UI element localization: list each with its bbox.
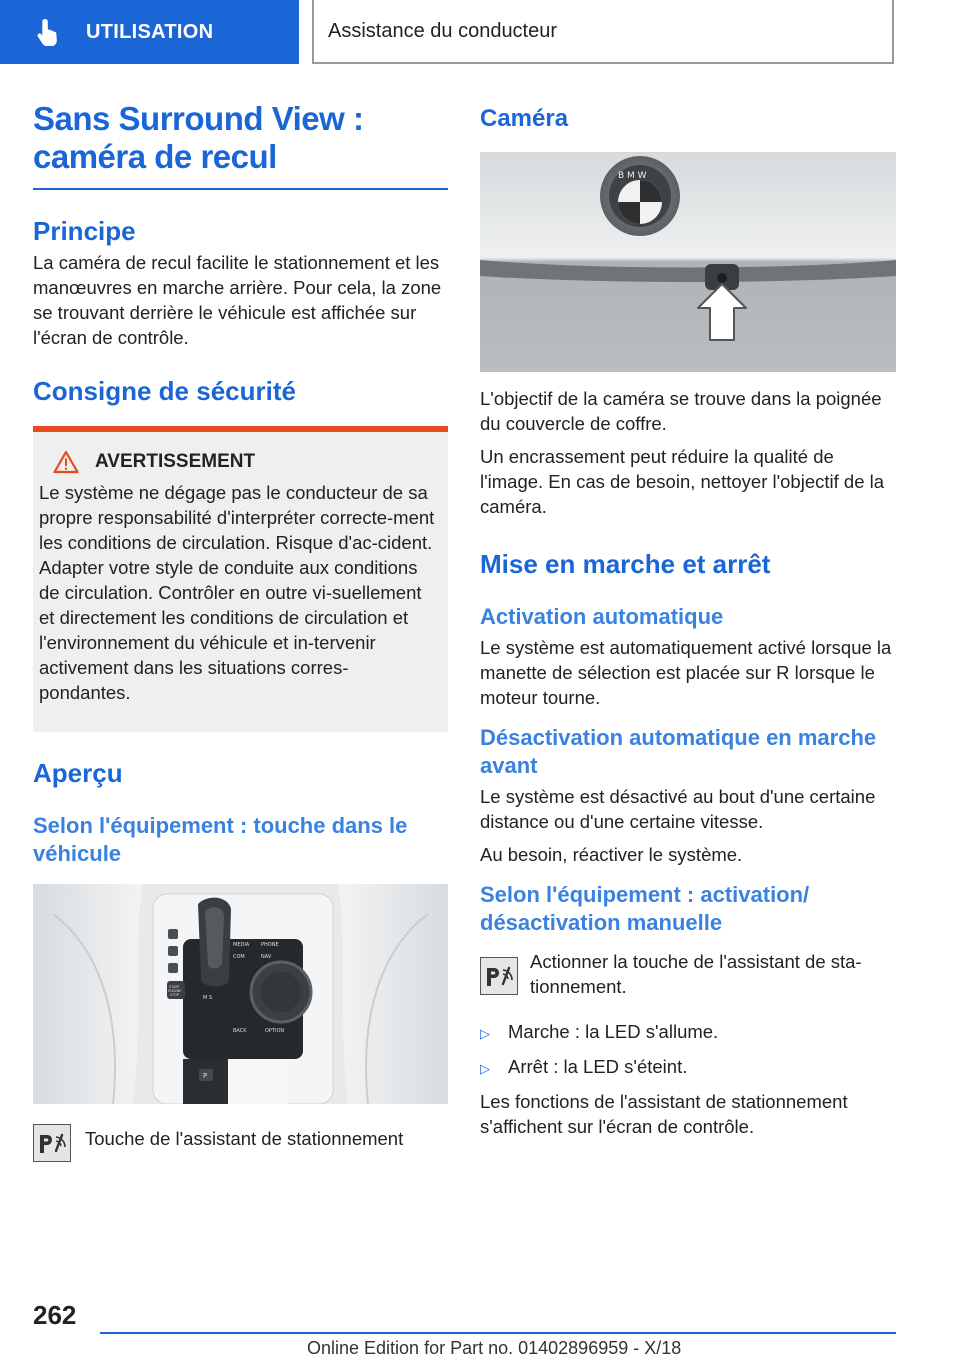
warning-box <box>33 426 448 732</box>
bullet-triangle-icon: ▷ <box>480 1026 490 1041</box>
right-column <box>480 100 896 1139</box>
warning-title-row <box>47 450 438 474</box>
bullet-triangle-icon: ▷ <box>480 1061 490 1076</box>
camera-photo <box>480 152 896 372</box>
warning-icon <box>53 450 79 474</box>
consigne-heading: Consigne de sécurité <box>33 376 296 406</box>
console-stop-label: STOP <box>170 993 180 997</box>
footer-rule <box>100 1332 896 1334</box>
desactivation-text-1: Le système est désactivé au bout d'une certaine distance ou d'une certaine vitesse. <box>480 786 876 832</box>
title-rule <box>33 188 448 190</box>
chapter-tab[interactable] <box>312 0 894 64</box>
console-phone-label: PHONE <box>261 942 279 948</box>
page-number: 262 <box>33 1300 77 1330</box>
console-gear-label: M S <box>203 995 213 1001</box>
mise-heading: Mise en marche et arrêt <box>480 549 771 579</box>
console-park-label: P <box>203 1072 208 1080</box>
hand-pointer-icon <box>34 17 64 47</box>
console-engine-label: ENGINE <box>168 989 182 993</box>
chapter-title: Assistance du conducteur <box>328 19 558 42</box>
bullet-on-text: Marche : la LED s'allume. <box>508 1021 719 1042</box>
principe-heading: Principe <box>33 216 136 246</box>
principe-text: La caméra de recul facilite le stationnement et les manœuvres en marche arrière. Pour cela, la zone se trouvant derrière le véhicule est affichée sur l'écran de contrôle. <box>33 252 442 348</box>
console-com-label: COM <box>233 954 245 960</box>
manuelle-row <box>480 949 896 999</box>
camera-heading: Caméra <box>480 105 569 132</box>
console-back-label: BACK <box>233 1028 247 1034</box>
activation-text: Le système est automatiquement activé lorsque la manette de sélection est placée sur R lorsque le moteur tourne. <box>480 637 892 708</box>
desactivation-heading: Désactivation automatique en marche avant <box>480 725 877 778</box>
page-title <box>33 100 448 176</box>
bullet-off-text: Arrêt : la LED s'éteint. <box>508 1056 688 1077</box>
console-nav-label: NAV <box>261 954 272 960</box>
selon-heading: Selon l'équipement : touche dans le véhicule <box>33 813 408 866</box>
camera-text-1: L'objectif de la caméra se trouve dans la poignée du couvercle de coffre. <box>480 388 882 434</box>
section-tab[interactable] <box>0 0 299 64</box>
center-console-illustration <box>33 884 448 1104</box>
console-start-label: START <box>169 985 180 989</box>
final-text: Les fonctions de l'assistant de stationnement s'affichent sur l'écran de contrôle. <box>480 1091 848 1137</box>
button-caption-row <box>33 1124 448 1162</box>
apercu-heading: Aperçu <box>33 758 123 788</box>
manuelle-text: Actionner la touche de l'assistant de sta-tionnement. <box>530 951 862 997</box>
activation-heading: Activation automatique <box>480 604 724 629</box>
rear-camera-illustration <box>480 152 896 372</box>
section-title: UTILISATION <box>86 20 214 43</box>
left-column <box>33 100 448 1162</box>
svg-text:B M W: B M W <box>618 171 647 181</box>
bullet-off <box>480 1054 896 1081</box>
warning-text: Le système ne dégage pas le conducteur de sa propre responsabilité d'interpréter correcte-ment les conditions de circulation. Risque d'ac-cident. Adapter votre style de conduite aux conditions de circulation. Contrôler en outre vi-suellement et directement les conditions de circulation et l'environnement du véhicule et in-tervenir activement dans les situations corres-pondantes. <box>39 482 435 703</box>
park-assist-button-icon <box>33 1124 71 1162</box>
console-photo <box>33 884 448 1104</box>
desactivation-text-2: Au besoin, réactiver le système. <box>480 844 743 865</box>
manuelle-heading: Selon l'équipement : activation/ désactivation manuelle <box>480 882 810 935</box>
warning-title: AVERTISSEMENT <box>95 451 256 472</box>
park-assist-button-icon-2 <box>480 957 518 995</box>
page-title-line2: caméra de recul <box>33 138 277 175</box>
console-option-label: OPTION <box>265 1028 285 1034</box>
camera-text-2: Un encrassement peut réduire la qualité de l'image. En cas de besoin, nettoyer l'objectif de la caméra. <box>480 446 885 517</box>
button-caption: Touche de l'assistant de stationnement <box>85 1128 404 1149</box>
page-title-line1: Sans Surround View : <box>33 100 364 137</box>
bullet-on <box>480 1019 896 1046</box>
footer-edition: Online Edition for Part no. 01402896959 - X/18 <box>307 1338 682 1358</box>
console-media-label: MEDIA <box>233 942 250 948</box>
